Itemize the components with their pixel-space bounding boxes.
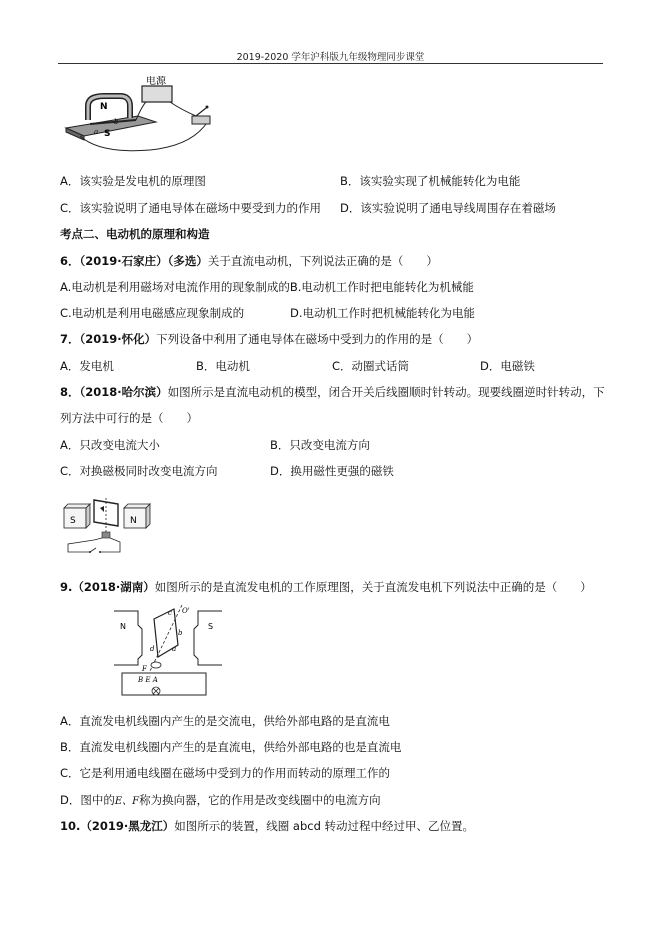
q6-stem: 关于直流电动机，下列说法正确的是（ ） xyxy=(207,254,438,268)
figure-dc-motor-model xyxy=(60,494,156,556)
q7-option-c: C．动圈式话筒 xyxy=(332,359,410,373)
q8-option-c: C．对换磁极同时改变电流方向 xyxy=(60,464,218,478)
q7-number: 7． xyxy=(60,332,80,346)
q9-option-c: C．它是利用通电线圈在磁场中受到力的作用而转动的原理工作的 xyxy=(60,766,391,780)
f-label: F xyxy=(142,665,147,673)
q10-source: （2019·黑龙江） xyxy=(80,819,175,833)
q9-source: （2018·湖南） xyxy=(72,580,155,594)
q6-option-d: D.电动机工作时把机械能转化为电能 xyxy=(290,306,476,320)
right-pole-label: N xyxy=(130,516,137,526)
q9-number: 9. xyxy=(60,580,73,594)
q8-stem-line1: 如图所示是直流电动机的模型，闭合开关后线圈顺时针转动。现要线圈逆时针转动，下 xyxy=(167,385,605,399)
q6-option-ab: A.电动机是利用磁场对电流作用的现象制成的B.电动机工作时把电能转化为机械能 xyxy=(60,280,474,294)
q7-source: （2019·怀化） xyxy=(79,332,157,346)
q7-option-a: A．发电机 xyxy=(60,359,114,373)
q7-option-b: B．电动机 xyxy=(196,359,250,373)
q9-option-d-prefix: D．图中的 xyxy=(60,793,115,807)
power-label: 电源 xyxy=(146,76,166,87)
figure-dc-generator xyxy=(112,605,224,697)
b-label: b xyxy=(178,629,183,637)
prev-option-d: D．该实验说明了通电导线周围存在着磁场 xyxy=(340,201,556,215)
bea-label: B E A xyxy=(138,676,158,684)
q8-option-d: D．换用磁性更强的磁铁 xyxy=(270,464,394,478)
question-6 xyxy=(60,254,438,268)
o-prime-label: O' xyxy=(182,607,190,615)
left-pole-label: S xyxy=(70,516,76,526)
q6-number: 6． xyxy=(60,254,80,268)
q9-option-d-suffix: 称为换向器，它的作用是改变线圈中的电流方向 xyxy=(139,793,381,807)
q10-number: 10. xyxy=(60,819,81,833)
q9-option-b: B．直流发电机线圈内产生的是直流电，供给外部电路的也是直流电 xyxy=(60,740,402,754)
q6-source: （2019·石家庄）（多选） xyxy=(79,254,208,268)
n-pole: N xyxy=(120,622,126,631)
figure-electromagnet-experiment xyxy=(60,76,220,158)
q8-stem-line2: 列方法中可行的是（ ） xyxy=(60,411,198,425)
question-9 xyxy=(60,580,592,594)
q9-option-a: A．直流发电机线圈内产生的是交流电，供给外部电路的是直流电 xyxy=(60,714,390,728)
s-pole: S xyxy=(208,622,214,631)
a-label: a xyxy=(94,128,99,136)
q10-stem: 如图所示的装置，线圈 abcd 转动过程中经过甲、乙位置。 xyxy=(174,819,475,833)
q9-stem: 如图所示的是直流发电机的工作原理图，关于直流发电机下列说法中正确的是（ ） xyxy=(154,580,592,594)
question-10 xyxy=(60,819,474,833)
prev-option-a: A．该实验是发电机的原理图 xyxy=(60,174,206,188)
prev-option-b: B．该实验实现了机械能转化为电能 xyxy=(340,174,521,188)
a-label: a xyxy=(172,645,177,653)
s-pole-label: S xyxy=(104,129,111,139)
q8-number: 8． xyxy=(60,385,80,399)
q9-option-d-ef: E、F xyxy=(114,796,140,807)
section-title: 考点二、电动机的原理和构造 xyxy=(60,227,210,241)
q8-source: （2018·哈尔滨） xyxy=(79,385,168,399)
prev-option-c: C．该实验说明了通电导体在磁场中要受到力的作用 xyxy=(60,201,322,215)
q6-option-c: C.电动机是利用电磁感应现象制成的 xyxy=(60,306,245,320)
question-7 xyxy=(60,332,478,346)
header-rule xyxy=(58,63,603,64)
page-header: 2019-2020 学年沪科版九年级物理同步课堂 xyxy=(236,52,425,63)
c-label: c xyxy=(168,609,172,617)
q7-stem: 下列设备中利用了通电导体在磁场中受到力的作用的是（ ） xyxy=(156,332,479,346)
q8-option-b: B．只改变电流方向 xyxy=(270,438,370,452)
q7-option-d: D．电磁铁 xyxy=(480,359,535,373)
n-pole-label: N xyxy=(100,102,108,112)
question-8 xyxy=(60,385,605,399)
q8-option-a: A．只改变电流大小 xyxy=(60,438,160,452)
d-label: d xyxy=(150,645,155,653)
q9-option-d xyxy=(60,793,381,809)
